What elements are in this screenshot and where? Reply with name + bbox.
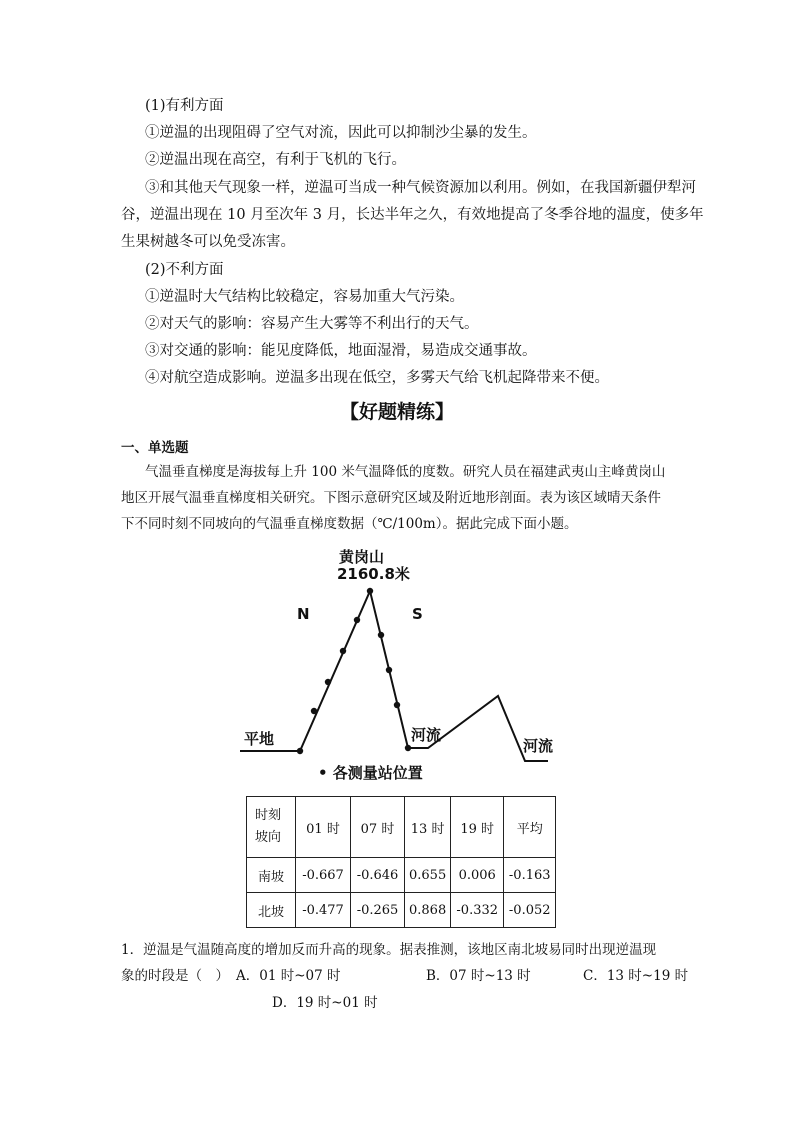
table-cell: -0.332 <box>451 893 504 928</box>
station-marker <box>378 632 384 638</box>
table-header-cell: 07 时 <box>351 797 405 858</box>
terrain-profile-diagram <box>230 548 570 788</box>
question-1-line-1: 1．逆温是气温随高度的增加反而升高的现象。据表推测，该地区南北坡易同时出现逆温现 <box>121 942 657 958</box>
favorable-item-3-end: 生果树越冬可以免受冻害。 <box>121 234 295 250</box>
unfavorable-item-1: ①逆温时大气结构比较稳定，容易加重大气污染。 <box>145 289 464 305</box>
south-label: S <box>412 605 423 623</box>
station-markers <box>297 588 411 754</box>
favorable-item-3-cont: 谷，逆温出现在 10 月至次年 3 月，长达半年之久，有效地提高了冬季谷地的温度，使多年 <box>121 207 704 223</box>
table-cell: -0.477 <box>296 893 351 928</box>
unfavorable-item-4: ④对航空造成影响。逆温多出现在低空，多雾天气给飞机起降带来不便。 <box>145 370 609 386</box>
station-marker <box>386 667 392 673</box>
corner-time-label: 时刻 <box>255 808 282 823</box>
table-cell: 0.006 <box>451 858 504 893</box>
terrain-profile-svg <box>230 548 570 788</box>
peak-name-label: 黄岗山 <box>339 548 385 566</box>
station-marker <box>405 745 411 751</box>
table-corner-cell <box>247 797 296 858</box>
station-marker <box>311 708 317 714</box>
station-marker <box>297 748 303 754</box>
question-1-option-a[interactable]: A．01 时~07 时 <box>236 968 341 984</box>
question-1-option-c[interactable]: C．13 时~19 时 <box>583 968 689 984</box>
favorable-heading: (1)有利方面 <box>145 98 224 114</box>
peak-height-label: 2160.8米 <box>337 565 410 583</box>
question-1-option-b[interactable]: B．07 时~13 时 <box>426 968 531 984</box>
river-label-2: 河流 <box>523 737 554 755</box>
intro-line-1: 气温垂直梯度是海拔每上升 100 米气温降低的度数。研究人员在福建武夷山主峰黄岗山 <box>145 464 666 480</box>
table-header-cell: 13 时 <box>405 797 451 858</box>
unfavorable-heading: (2)不利方面 <box>145 262 224 278</box>
table-row <box>247 893 556 928</box>
table-header-row <box>247 797 556 858</box>
table-row <box>247 858 556 893</box>
table-cell: -0.646 <box>351 858 405 893</box>
table-cell: 0.655 <box>405 858 451 893</box>
table-header-cell: 19 时 <box>451 797 504 858</box>
intro-line-3: 下不同时刻不同坡向的气温垂直梯度数据（℃/100m）。据此完成下面小题。 <box>121 516 578 532</box>
table-cell: -0.052 <box>504 893 556 928</box>
section-title: 【好题精练】 <box>339 401 454 423</box>
terrain-profile-line <box>240 591 548 761</box>
station-marker <box>354 617 360 623</box>
unfavorable-item-2: ②对天气的影响：容易产生大雾等不利出行的天气。 <box>145 316 479 332</box>
intro-line-2: 地区开展气温垂直梯度相关研究。下图示意研究区域及附近地形剖面。表为该区域晴天条件 <box>121 490 661 506</box>
row-label: 南坡 <box>247 858 296 893</box>
table-cell: -0.163 <box>504 858 556 893</box>
table-cell: -0.667 <box>296 858 351 893</box>
north-label: N <box>297 605 310 623</box>
table-cell: -0.265 <box>351 893 405 928</box>
station-marker <box>394 702 400 708</box>
river-label-1: 河流 <box>411 726 442 744</box>
question-1-stem: 象的时段是（ ） <box>121 968 229 984</box>
unfavorable-item-3: ③对交通的影响：能见度降低，地面湿滑，易造成交通事故。 <box>145 343 537 359</box>
favorable-item-1: ①逆温的出现阻碍了空气对流，因此可以抑制沙尘暴的发生。 <box>145 125 537 141</box>
station-marker <box>367 588 373 594</box>
plain-label: 平地 <box>244 730 275 748</box>
station-marker <box>340 648 346 654</box>
temperature-gradient-table <box>246 796 556 928</box>
favorable-item-3: ③和其他天气现象一样，逆温可当成一种气候资源加以利用。例如，在我国新疆伊犁河 <box>145 180 696 196</box>
favorable-item-2: ②逆温出现在高空，有利于飞机的飞行。 <box>145 152 406 168</box>
question-1-option-d[interactable]: D．19 时~01 时 <box>272 995 378 1011</box>
table-header-cell: 01 时 <box>296 797 351 858</box>
subsection-title: 一、单选题 <box>121 440 189 456</box>
table-cell: 0.868 <box>405 893 451 928</box>
station-marker <box>325 679 331 685</box>
table-header-cell: 平均 <box>504 797 556 858</box>
corner-slope-label: 坡向 <box>255 830 282 845</box>
station-legend: • 各测量站位置 <box>318 764 423 782</box>
row-label: 北坡 <box>247 893 296 928</box>
